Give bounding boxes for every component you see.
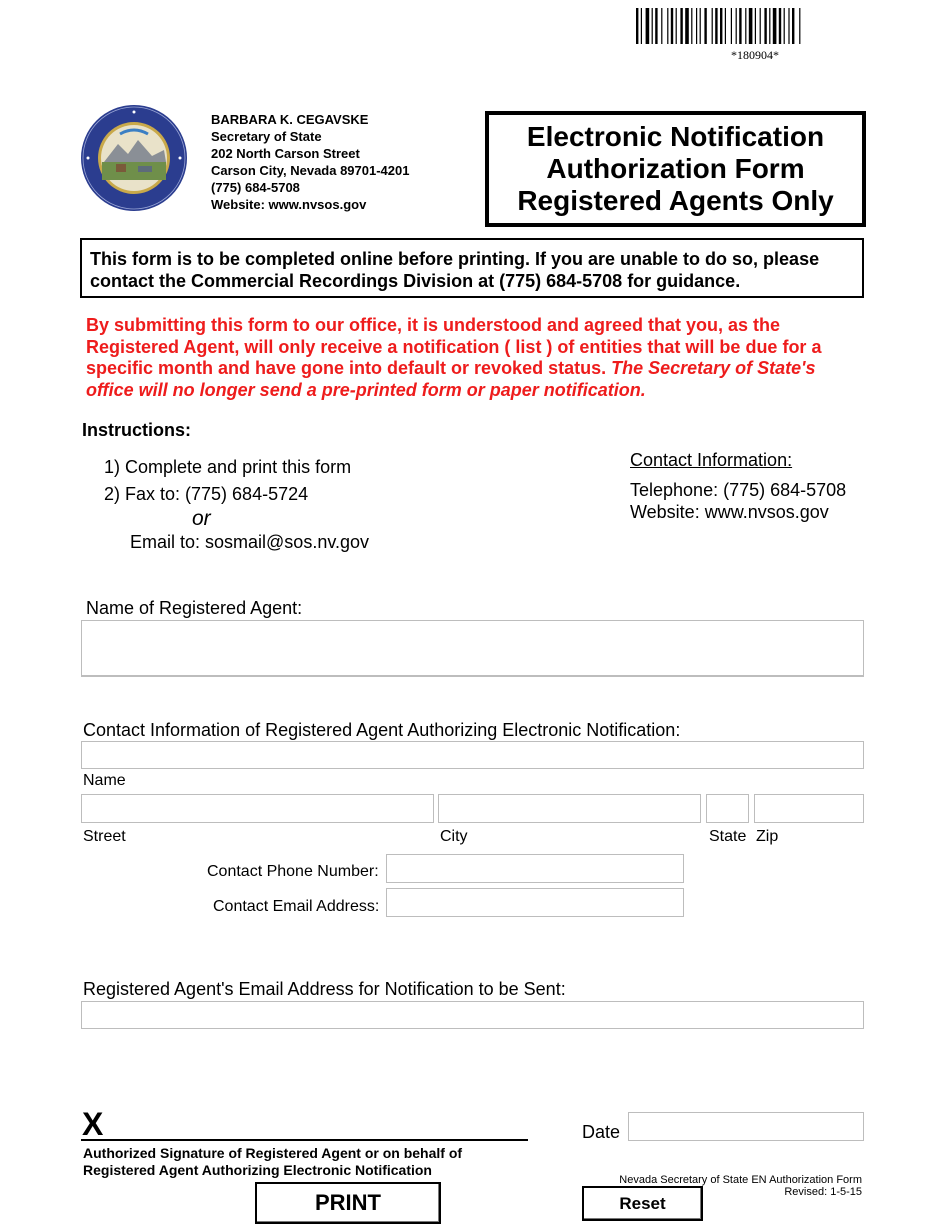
notification-email-field[interactable]: [81, 1001, 864, 1029]
barcode-bar: [769, 8, 770, 44]
reset-button[interactable]: Reset: [582, 1186, 703, 1221]
barcode-bar: [715, 8, 717, 44]
date-field[interactable]: [628, 1112, 864, 1141]
instruction-step-2: 2) Fax to: (775) 684-5724: [104, 484, 309, 504]
barcode-bar: [685, 8, 689, 44]
barcode-bar: [784, 8, 785, 44]
contact-email-field[interactable]: [386, 888, 684, 917]
barcode-bar: [700, 8, 701, 44]
secretary-role: Secretary of State: [211, 129, 322, 144]
agreement-notice: [86, 315, 856, 401]
contact-section-label: Contact Information of Registered Agent Authorizing Electronic Notification:: [83, 720, 681, 740]
secretary-name: BARBARA K. CEGAVSKE: [211, 112, 369, 127]
barcode-bar: [773, 8, 777, 44]
barcode-bar: [704, 8, 706, 44]
office-website: Website: www.nvsos.gov: [211, 197, 367, 212]
office-phone: (775) 684-5708: [211, 180, 300, 195]
agreement-notice-text: By submitting this form to our office, it is understood and agreed that you, as the Registered Agent, will only receive a notification ( list ) of entities that will be due for a specific month and have gone into default or revoked status.: [86, 315, 822, 378]
footer-form-name: Nevada Secretary of State EN Authorization Form: [619, 1174, 862, 1186]
contact-info-heading: Contact Information:: [630, 450, 793, 470]
barcode-bar: [736, 8, 737, 44]
signature-mark: X: [82, 1106, 104, 1142]
signature-line[interactable]: [81, 1139, 528, 1141]
agent-name-field[interactable]: [81, 620, 864, 677]
contact-name-field[interactable]: [81, 741, 864, 769]
barcode-bar: [745, 8, 746, 44]
barcode-bar: [636, 8, 638, 44]
title-line-2: Authorization Form: [546, 153, 805, 184]
barcode-bar: [764, 8, 766, 44]
barcode-bar: [655, 8, 657, 44]
office-city: Carson City, Nevada 89701-4201: [211, 163, 410, 178]
barcode-bar: [788, 8, 789, 44]
barcode-bar: [652, 8, 653, 44]
instructions-heading: Instructions:: [82, 420, 192, 440]
state-label: State: [709, 828, 747, 845]
date-label: Date: [582, 1122, 621, 1142]
barcode-bar: [661, 8, 662, 44]
barcode-bar: [760, 8, 761, 44]
contact-website: Website: www.nvsos.gov: [630, 502, 829, 522]
barcode-bar: [667, 8, 668, 44]
street-label: Street: [83, 828, 126, 845]
barcode-bar: [779, 8, 781, 44]
notification-email-label: Registered Agent's Email Address for Notification to be Sent:: [83, 979, 566, 999]
header-address: [211, 111, 409, 213]
contact-phone-field[interactable]: [386, 854, 684, 883]
signature-label: [83, 1145, 462, 1179]
instruction-or: or: [192, 507, 211, 530]
contact-name-label: Name: [83, 772, 126, 789]
agreement-notice-italic: The Secretary of State's office will no longer send a pre-printed form or paper notification.: [86, 358, 816, 400]
online-completion-notice: This form is to be completed online before printing. If you are unable to do so, please contact the Commercial Recordings Division at (775) 684-5708 for guidance.: [80, 238, 864, 298]
title-line-1: Electronic Notification: [526, 121, 825, 152]
print-button[interactable]: PRINT: [255, 1182, 441, 1224]
barcode-bar: [696, 8, 697, 44]
form-title: [485, 111, 866, 227]
instruction-step-1: 1) Complete and print this form: [104, 457, 352, 477]
contact-phone-label: Contact Phone Number:: [207, 863, 379, 880]
contact-email-label: Contact Email Address:: [213, 898, 380, 915]
barcode-bar: [731, 8, 732, 44]
barcode-bar: [792, 8, 794, 44]
signature-label-line-1: Authorized Signature of Registered Agent or on behalf of: [83, 1145, 463, 1161]
zip-field[interactable]: [754, 794, 864, 823]
office-street: 202 North Carson Street: [211, 146, 360, 161]
barcode-bar: [799, 8, 800, 44]
barcode-bar: [646, 8, 650, 44]
state-field[interactable]: [706, 794, 749, 823]
barcode-bar: [749, 8, 753, 44]
barcode-bar: [691, 8, 692, 44]
barcode-bar: [671, 8, 673, 44]
instruction-email: Email to: sosmail@sos.nv.gov: [130, 532, 370, 552]
nevada-state-seal-icon: [80, 104, 188, 212]
barcode-number: *180904*: [731, 48, 779, 62]
barcode-bar: [680, 8, 682, 44]
footer-revised: Revised: 1-5-15: [784, 1186, 862, 1198]
barcode-bar: [676, 8, 677, 44]
city-field[interactable]: [438, 794, 701, 823]
signature-label-line-2: Registered Agent Authorizing Electronic Notification: [83, 1162, 432, 1178]
city-label: City: [440, 828, 468, 845]
barcode-bar: [739, 8, 741, 44]
barcode-bar: [712, 8, 713, 44]
barcode-bar: [755, 8, 756, 44]
contact-telephone: Telephone: (775) 684-5708: [630, 480, 847, 500]
barcode: [636, 8, 866, 44]
barcode-bar: [720, 8, 722, 44]
agent-name-label: Name of Registered Agent:: [86, 598, 303, 618]
title-line-3: Registered Agents Only: [517, 185, 834, 216]
barcode-bar: [725, 8, 726, 44]
street-field[interactable]: [81, 794, 434, 823]
zip-label: Zip: [756, 828, 779, 845]
barcode-bar: [641, 8, 642, 44]
